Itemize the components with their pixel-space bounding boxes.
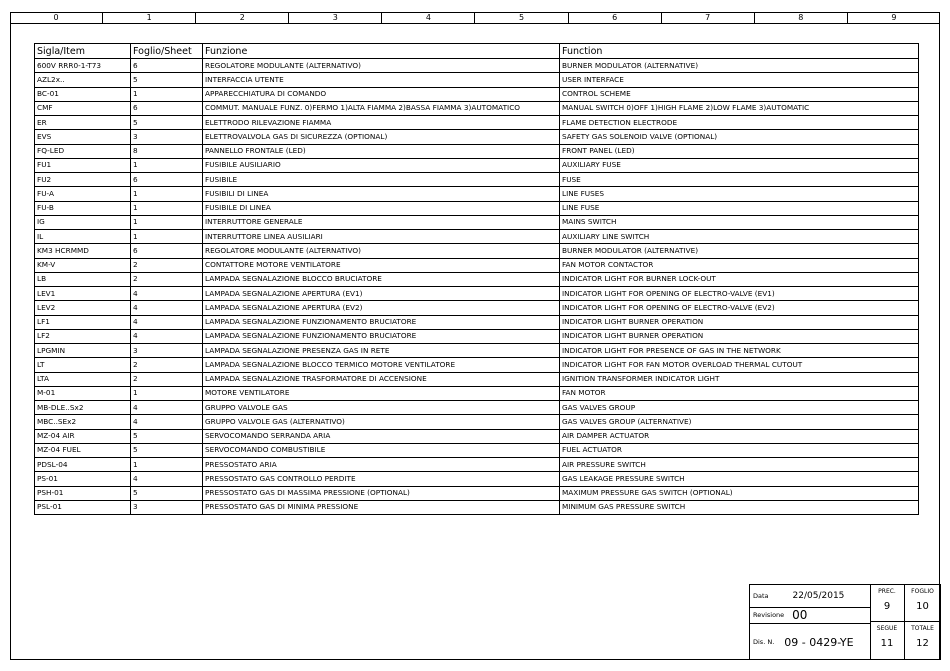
ruler-mark: 0 bbox=[10, 12, 103, 23]
function-it: ELETTROVALVOLA GAS DI SICUREZZA (OPTIONAL) bbox=[203, 130, 560, 144]
sheet-number: 6 bbox=[131, 173, 203, 187]
revision-label: Revisione bbox=[753, 611, 785, 619]
next-sheet-cell bbox=[870, 622, 905, 659]
function-en: FAN MOTOR CONTACTOR bbox=[560, 258, 919, 272]
next-sheet-label: SEGUE bbox=[876, 625, 898, 632]
function-en: LINE FUSE bbox=[560, 201, 919, 215]
item-code: PDSL-04 bbox=[35, 458, 131, 472]
prev-sheet-value: 9 bbox=[883, 601, 891, 612]
function-it: PANNELLO FRONTALE (LED) bbox=[203, 144, 560, 158]
sheet-number: 1 bbox=[131, 158, 203, 172]
header-funzione: Funzione bbox=[203, 44, 560, 59]
column-ruler bbox=[10, 12, 940, 24]
function-it: LAMPADA SEGNALAZIONE BLOCCO BRUCIATORE bbox=[203, 272, 560, 286]
function-it: LAMPADA SEGNALAZIONE FUNZIONAMENTO BRUCIATORE bbox=[203, 329, 560, 343]
function-en: FLAME DETECTION ELECTRODE bbox=[560, 116, 919, 130]
sheet-number: 1 bbox=[131, 230, 203, 244]
function-it: LAMPADA SEGNALAZIONE PRESENZA GAS IN RETE bbox=[203, 344, 560, 358]
function-en: GAS VALVES GROUP (ALTERNATIVE) bbox=[560, 415, 919, 429]
sheet-number: 1 bbox=[131, 458, 203, 472]
function-en: INDICATOR LIGHT FOR BURNER LOCK-OUT bbox=[560, 272, 919, 286]
function-en: INDICATOR LIGHT FOR PRESENCE OF GAS IN THE NETWORK bbox=[560, 344, 919, 358]
total-sheets-cell bbox=[905, 622, 940, 659]
sheet-number: 5 bbox=[131, 116, 203, 130]
table-row bbox=[35, 116, 919, 130]
table-row bbox=[35, 230, 919, 244]
item-code: AZL2x.. bbox=[35, 73, 131, 87]
table-row bbox=[35, 130, 919, 144]
sheet-number: 2 bbox=[131, 258, 203, 272]
header-function: Function bbox=[560, 44, 919, 59]
function-it: INTERRUTTORE LINEA AUSILIARI bbox=[203, 230, 560, 244]
function-it: CONTATTORE MOTORE VENTILATORE bbox=[203, 258, 560, 272]
table-row bbox=[35, 315, 919, 329]
function-it: ELETTRODO RILEVAZIONE FIAMMA bbox=[203, 116, 560, 130]
sheet-label: FOGLIO bbox=[911, 588, 934, 595]
sheet-number: 4 bbox=[131, 329, 203, 343]
item-code: LT bbox=[35, 358, 131, 372]
sheet-number: 1 bbox=[131, 87, 203, 101]
function-en: FUEL ACTUATOR bbox=[560, 443, 919, 457]
function-en: FAN MOTOR bbox=[560, 386, 919, 400]
table-row bbox=[35, 187, 919, 201]
table-row bbox=[35, 329, 919, 343]
table-row bbox=[35, 500, 919, 514]
function-en: MAINS SWITCH bbox=[560, 215, 919, 229]
ruler-mark: 1 bbox=[103, 12, 196, 23]
item-code: LEV2 bbox=[35, 301, 131, 315]
ruler-mark: 6 bbox=[569, 12, 662, 23]
next-sheet-value: 11 bbox=[880, 638, 894, 649]
table-row bbox=[35, 386, 919, 400]
function-en: MINIMUM GAS PRESSURE SWITCH bbox=[560, 500, 919, 514]
table-row bbox=[35, 372, 919, 386]
sheet-number: 4 bbox=[131, 472, 203, 486]
table-row bbox=[35, 486, 919, 500]
function-en: INDICATOR LIGHT FOR OPENING OF ELECTRO-VALVE (EV2) bbox=[560, 301, 919, 315]
item-code: FQ-LED bbox=[35, 144, 131, 158]
function-it: FUSIBILE bbox=[203, 173, 560, 187]
item-code: MZ-04 FUEL bbox=[35, 443, 131, 457]
function-it: APPARECCHIATURA DI COMANDO bbox=[203, 87, 560, 101]
prev-sheet-cell bbox=[870, 585, 905, 622]
sheet-cell bbox=[905, 585, 940, 622]
table-row bbox=[35, 201, 919, 215]
item-code: EVS bbox=[35, 130, 131, 144]
table-row bbox=[35, 443, 919, 457]
sheet-number: 4 bbox=[131, 315, 203, 329]
table-row bbox=[35, 272, 919, 286]
item-code: PSH-01 bbox=[35, 486, 131, 500]
sheet-number: 3 bbox=[131, 130, 203, 144]
table-row bbox=[35, 344, 919, 358]
function-it: LAMPADA SEGNALAZIONE TRASFORMATORE DI ACCENSIONE bbox=[203, 372, 560, 386]
item-code: FU-B bbox=[35, 201, 131, 215]
function-en: LINE FUSES bbox=[560, 187, 919, 201]
sheet-number: 1 bbox=[131, 187, 203, 201]
item-code: PS-01 bbox=[35, 472, 131, 486]
function-en: INDICATOR LIGHT FOR FAN MOTOR OVERLOAD THERMAL CUTOUT bbox=[560, 358, 919, 372]
item-code: ER bbox=[35, 116, 131, 130]
function-it: PRESSOSTATO GAS DI MASSIMA PRESSIONE (OPTIONAL) bbox=[203, 486, 560, 500]
total-sheets-value: 12 bbox=[916, 638, 929, 649]
function-it: SERVOCOMANDO SERRANDA ARIA bbox=[203, 429, 560, 443]
table-row bbox=[35, 301, 919, 315]
revision-value: 00 bbox=[792, 608, 808, 622]
item-code: MB-DLE..Sx2 bbox=[35, 401, 131, 415]
sheet-number: 5 bbox=[131, 73, 203, 87]
function-it: LAMPADA SEGNALAZIONE BLOCCO TERMICO MOTORE VENTILATORE bbox=[203, 358, 560, 372]
sheet-number: 3 bbox=[131, 344, 203, 358]
item-code: FU2 bbox=[35, 173, 131, 187]
function-en: GAS LEAKAGE PRESSURE SWITCH bbox=[560, 472, 919, 486]
function-it: FUSIBILE AUSILIARIO bbox=[203, 158, 560, 172]
function-en: AUXILIARY FUSE bbox=[560, 158, 919, 172]
function-it: PRESSOSTATO GAS CONTROLLO PERDITE bbox=[203, 472, 560, 486]
item-code: KM-V bbox=[35, 258, 131, 272]
ruler-mark: 3 bbox=[289, 12, 382, 23]
function-it: FUSIBILE DI LINEA bbox=[203, 201, 560, 215]
sheet-number: 1 bbox=[131, 201, 203, 215]
item-code: MZ-04 AIR bbox=[35, 429, 131, 443]
function-it: SERVOCOMANDO COMBUSTIBILE bbox=[203, 443, 560, 457]
table-row bbox=[35, 144, 919, 158]
sheet-number: 5 bbox=[131, 429, 203, 443]
date-label: Data bbox=[753, 592, 769, 600]
function-it: GRUPPO VALVOLE GAS bbox=[203, 401, 560, 415]
table-row bbox=[35, 287, 919, 301]
function-en: MANUAL SWITCH 0)OFF 1)HIGH FLAME 2)LOW FLAME 3)AUTOMATIC bbox=[560, 101, 919, 115]
table-row bbox=[35, 158, 919, 172]
ruler-mark: 7 bbox=[662, 12, 755, 23]
function-en: INDICATOR LIGHT BURNER OPERATION bbox=[560, 329, 919, 343]
sheet-number: 2 bbox=[131, 358, 203, 372]
function-it: REGOLATORE MODULANTE (ALTERNATIVO) bbox=[203, 244, 560, 258]
item-table bbox=[34, 43, 919, 515]
ruler-mark: 2 bbox=[196, 12, 289, 23]
sheet-number: 2 bbox=[131, 372, 203, 386]
sheet-number: 1 bbox=[131, 386, 203, 400]
sheet-number: 4 bbox=[131, 401, 203, 415]
function-en: MAXIMUM PRESSURE GAS SWITCH (OPTIONAL) bbox=[560, 486, 919, 500]
item-code: FU1 bbox=[35, 158, 131, 172]
sheet-number: 6 bbox=[131, 59, 203, 73]
table-row bbox=[35, 73, 919, 87]
date-value: 22/05/2015 bbox=[792, 591, 845, 601]
function-it: LAMPADA SEGNALAZIONE APERTURA (EV1) bbox=[203, 287, 560, 301]
ruler-mark: 8 bbox=[755, 12, 848, 23]
function-it: GRUPPO VALVOLE GAS (ALTERNATIVO) bbox=[203, 415, 560, 429]
function-en: BURNER MODULATOR (ALTERNATIVE) bbox=[560, 244, 919, 258]
function-it: LAMPADA SEGNALAZIONE APERTURA (EV2) bbox=[203, 301, 560, 315]
ruler-mark: 5 bbox=[475, 12, 568, 23]
sheet-number: 4 bbox=[131, 287, 203, 301]
function-it: REGOLATORE MODULANTE (ALTERNATIVO) bbox=[203, 59, 560, 73]
function-en: AUXILIARY LINE SWITCH bbox=[560, 230, 919, 244]
function-en: GAS VALVES GROUP bbox=[560, 401, 919, 415]
item-code: LF2 bbox=[35, 329, 131, 343]
item-code: CMF bbox=[35, 101, 131, 115]
function-it: INTERFACCIA UTENTE bbox=[203, 73, 560, 87]
function-en: CONTROL SCHEME bbox=[560, 87, 919, 101]
function-it: MOTORE VENTILATORE bbox=[203, 386, 560, 400]
sheet-number: 6 bbox=[131, 101, 203, 115]
function-en: IGNITION TRANSFORMER INDICATOR LIGHT bbox=[560, 372, 919, 386]
item-code: KM3 HCRMMD bbox=[35, 244, 131, 258]
item-code: LF1 bbox=[35, 315, 131, 329]
item-code: FU-A bbox=[35, 187, 131, 201]
function-it: PRESSOSTATO GAS DI MINIMA PRESSIONE bbox=[203, 500, 560, 514]
sheet-value: 10 bbox=[916, 601, 929, 612]
table-header-row bbox=[35, 44, 919, 59]
function-it: FUSIBILI DI LINEA bbox=[203, 187, 560, 201]
function-it: LAMPADA SEGNALAZIONE FUNZIONAMENTO BRUCIATORE bbox=[203, 315, 560, 329]
function-en: FRONT PANEL (LED) bbox=[560, 144, 919, 158]
function-en: FUSE bbox=[560, 173, 919, 187]
sheet-number: 3 bbox=[131, 500, 203, 514]
function-en: AIR PRESSURE SWITCH bbox=[560, 458, 919, 472]
table-row bbox=[35, 101, 919, 115]
sheet-number: 1 bbox=[131, 215, 203, 229]
table-row bbox=[35, 87, 919, 101]
item-code: MBC..SEx2 bbox=[35, 415, 131, 429]
item-code: LTA bbox=[35, 372, 131, 386]
table-row bbox=[35, 173, 919, 187]
item-code: LEV1 bbox=[35, 287, 131, 301]
item-code: M-01 bbox=[35, 386, 131, 400]
sheet-number: 2 bbox=[131, 272, 203, 286]
function-it: PRESSOSTATO ARIA bbox=[203, 458, 560, 472]
item-code: 600V RRR0-1-T73 bbox=[35, 59, 131, 73]
function-en: AIR DAMPER ACTUATOR bbox=[560, 429, 919, 443]
title-block bbox=[749, 584, 941, 660]
ruler-mark: 4 bbox=[382, 12, 475, 23]
item-code: IG bbox=[35, 215, 131, 229]
sheet-number: 4 bbox=[131, 301, 203, 315]
function-it: COMMUT. MANUALE FUNZ. 0)FERMO 1)ALTA FIAMMA 2)BASSA FIAMMA 3)AUTOMATICO bbox=[203, 101, 560, 115]
function-en: BURNER MODULATOR (ALTERNATIVE) bbox=[560, 59, 919, 73]
table-row bbox=[35, 415, 919, 429]
table-row bbox=[35, 472, 919, 486]
function-en: INDICATOR LIGHT FOR OPENING OF ELECTRO-VALVE (EV1) bbox=[560, 287, 919, 301]
drawing-number: 09 - 0429-YE bbox=[784, 635, 854, 649]
item-code: BC-01 bbox=[35, 87, 131, 101]
item-code: PSL-01 bbox=[35, 500, 131, 514]
sheet-number: 5 bbox=[131, 486, 203, 500]
ruler-mark: 9 bbox=[891, 13, 897, 22]
function-it: INTERRUTTORE GENERALE bbox=[203, 215, 560, 229]
sheet-number: 4 bbox=[131, 415, 203, 429]
header-foglio: Foglio/Sheet bbox=[131, 44, 203, 59]
sheet-number: 8 bbox=[131, 144, 203, 158]
item-code: IL bbox=[35, 230, 131, 244]
table-row bbox=[35, 358, 919, 372]
item-code: LPGMIN bbox=[35, 344, 131, 358]
function-en: INDICATOR LIGHT BURNER OPERATION bbox=[560, 315, 919, 329]
item-code: LB bbox=[35, 272, 131, 286]
total-sheets-label: TOTALE bbox=[911, 625, 934, 632]
table-row bbox=[35, 458, 919, 472]
table-row bbox=[35, 59, 919, 73]
header-sigla: Sigla/Item bbox=[35, 44, 131, 59]
table-row bbox=[35, 429, 919, 443]
sheet-number: 5 bbox=[131, 443, 203, 457]
sheet-number: 6 bbox=[131, 244, 203, 258]
prev-sheet-label: PREC. bbox=[878, 588, 896, 595]
function-en: SAFETY GAS SOLENOID VALVE (OPTIONAL) bbox=[560, 130, 919, 144]
table-row bbox=[35, 258, 919, 272]
drawing-number-label: Dis. N. bbox=[753, 638, 775, 646]
table-row bbox=[35, 401, 919, 415]
table-row bbox=[35, 215, 919, 229]
table-row bbox=[35, 244, 919, 258]
function-en: USER INTERFACE bbox=[560, 73, 919, 87]
